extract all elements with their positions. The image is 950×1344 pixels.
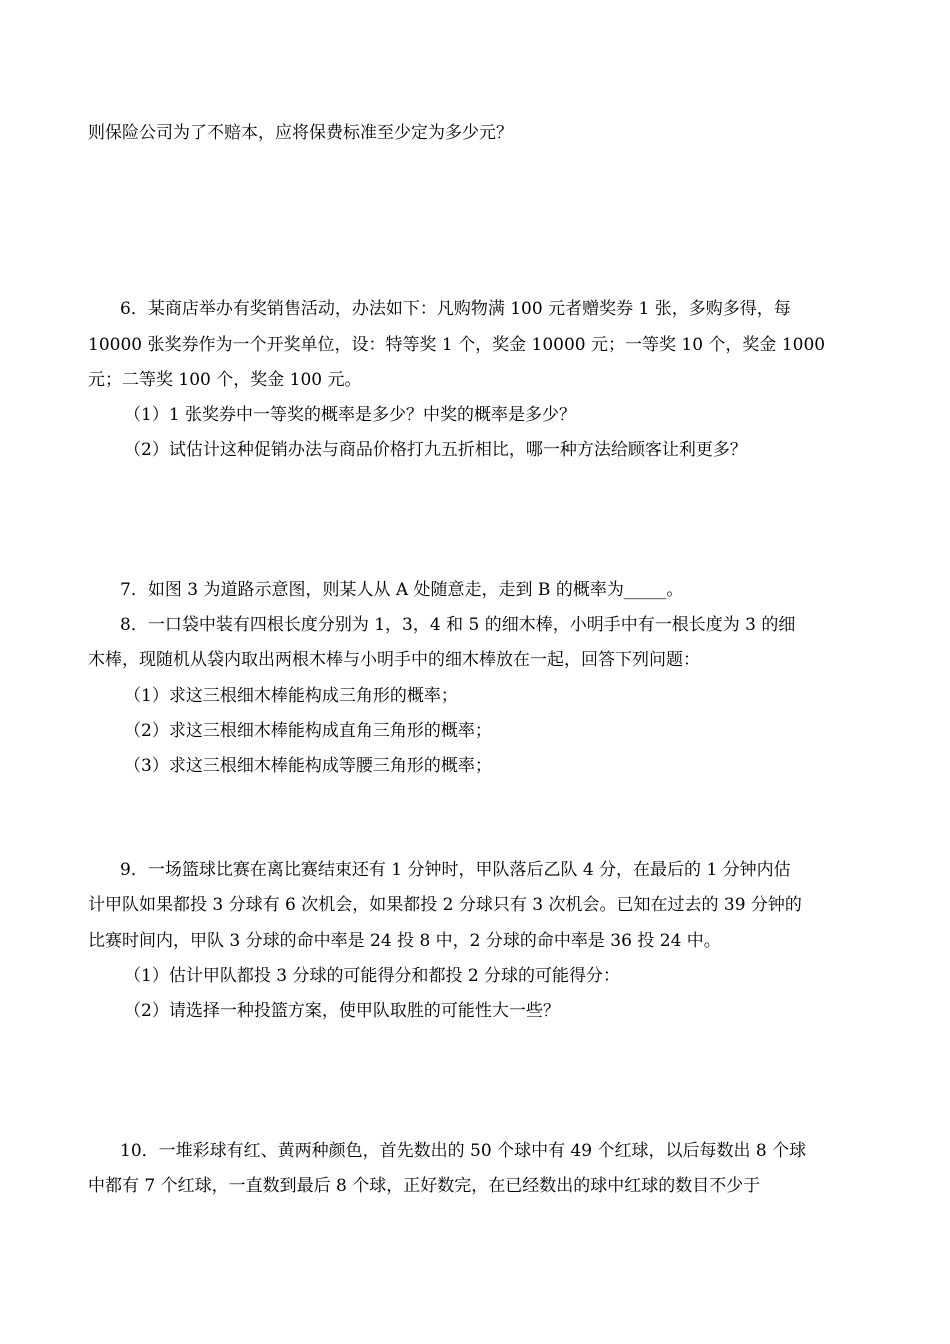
q8-line-2: 木棒，现随机从袋内取出两根木棒与小明手中的细木棒放在一起，回答下列问题： bbox=[88, 650, 700, 670]
q6-line-2: 10000 张奖券作为一个开奖单位，设：特等奖 1 个，奖金 10000 元；一等奖 10 个，奖金 1000 bbox=[88, 335, 826, 355]
q6-line-3: 元；二等奖 100 个，奖金 100 元。 bbox=[88, 370, 362, 390]
q8-sub-1: （1）求这三根细木棒能构成三角形的概率； bbox=[124, 686, 458, 706]
q9-sub-1: （1）估计甲队都投 3 分球的可能得分和都投 2 分球的可能得分： bbox=[124, 966, 621, 986]
q9-line-2: 计甲队如果都投 3 分球有 6 次机会，如果都投 2 分球只有 3 次机会。已知在过去的 39 分钟的 bbox=[88, 895, 802, 915]
q5-text: 则保险公司为了不赔本，应将保费标准至少定为多少元？ bbox=[88, 123, 513, 143]
q6-sub-1: （1）1 张奖券中一等奖的概率是多少？中奖的概率是多少？ bbox=[124, 405, 577, 425]
q9-sub-2: （2）请选择一种投篮方案，使甲队取胜的可能性大一些？ bbox=[124, 1001, 560, 1021]
q8-sub-3: （3）求这三根细木棒能构成等腰三角形的概率； bbox=[124, 756, 492, 776]
q8-line-1: 8．一口袋中装有四根长度分别为 1，3，4 和 5 的细木棒，小明手中有一根长度为 3 的细 bbox=[120, 615, 796, 635]
q7-line-1: 7．如图 3 为道路示意图，则某人从 A 处随意走，走到 B 的概率为_____。 bbox=[120, 580, 684, 600]
q10-line-2: 中都有 7 个红球，一直数到最后 8 个球，正好数完，在已经数出的球中红球的数目不少于 bbox=[88, 1176, 761, 1196]
q10-line-1: 10．一堆彩球有红、黄两种颜色，首先数出的 50 个球中有 49 个红球，以后每数出 8 个球 bbox=[120, 1141, 807, 1161]
q9-line-1: 9．一场篮球比赛在离比赛结束还有 1 分钟时，甲队落后乙队 4 分，在最后的 1 分钟内估 bbox=[120, 860, 791, 880]
q8-sub-2: （2）求这三根细木棒能构成直角三角形的概率； bbox=[124, 721, 492, 741]
q6-sub-2: （2）试估计这种促销办法与商品价格打九五折相比，哪一种方法给顾客让利更多？ bbox=[124, 440, 747, 460]
q6-line-1: 6．某商店举办有奖销售活动，办法如下：凡购物满 100 元者赠奖券 1 张，多购多得，每 bbox=[120, 299, 791, 319]
q9-line-3: 比赛时间内，甲队 3 分球的命中率是 24 投 8 中，2 分球的命中率是 36 投 24 中。 bbox=[88, 931, 721, 951]
